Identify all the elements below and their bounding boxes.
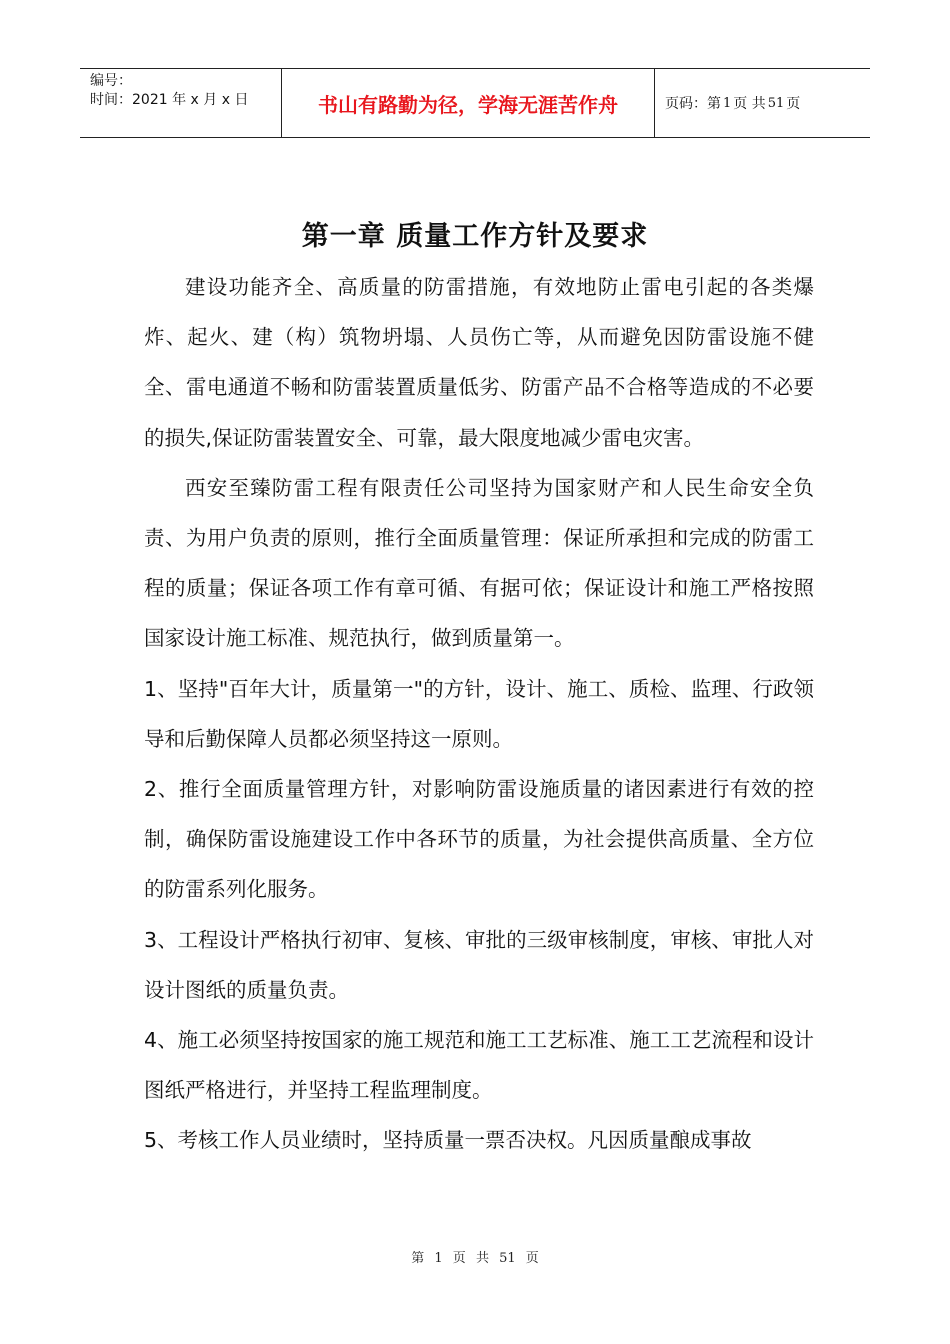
header-page-total: 51 bbox=[767, 95, 785, 111]
list-item-3: 3、工程设计严格执行初审、复核、审批的三级审核制度，审核、审批人对设计图纸的质量负责。 bbox=[144, 927, 814, 1002]
document-header bbox=[80, 68, 870, 138]
paragraph-intro: 建设功能齐全、高质量的防雷措施，有效地防止雷电引起的各类爆炸、起火、建（构）筑物坍塌、人员伤亡等，从而避免因防雷设施不健全、雷电通道不畅和防雷装置质量低劣、防雷产品不合格等造成的不必要的损失,保证防雷装置安全、可靠，最大限度地减少雷电灾害。 bbox=[144, 275, 814, 450]
header-meta bbox=[80, 69, 281, 137]
header-page-current: 1 bbox=[723, 95, 732, 111]
header-motto: 书山有路勤为径，学海无涯苦作舟 bbox=[281, 69, 655, 137]
paragraph-company: 西安至臻防雷工程有限责任公司坚持为国家财产和人民生命安全负责、为用户负责的原则，推行全面质量管理：保证所承担和完成的防雷工程的质量；保证各项工作有章可循、有据可依；保证设计和施工严格按照国家设计施工标准、规范执行，做到质量第一。 bbox=[144, 475, 814, 651]
header-page-info bbox=[655, 69, 870, 137]
document-body bbox=[144, 262, 814, 1166]
header-page-prefix: 页码：第 bbox=[665, 96, 721, 112]
time-label: 时间：2021 年 x 月 x 日 bbox=[90, 92, 249, 108]
footer-word-ye: 页 bbox=[452, 1251, 466, 1266]
footer-page-total: 51 bbox=[499, 1251, 516, 1266]
footer-word-di: 第 bbox=[411, 1251, 425, 1266]
header-page-mid: 页 共 bbox=[733, 96, 766, 112]
header-page-suffix: 页 bbox=[786, 96, 801, 112]
list-item-5: 5、考核工作人员业绩时，坚持质量一票否决权。凡因质量酿成事故 bbox=[144, 1128, 752, 1153]
footer-word-gong: 共 bbox=[475, 1251, 489, 1266]
list-item-4: 4、施工必须坚持按国家的施工规范和施工工艺标准、施工工艺流程和设计图纸严格进行，并坚持工程监理制度。 bbox=[144, 1028, 814, 1103]
footer-page-current: 1 bbox=[434, 1251, 443, 1266]
id-label: 编号： bbox=[90, 73, 132, 89]
list-item-1: 1、坚持"百年大计，质量第一"的方针，设计、施工、质检、监理、行政领导和后勤保障人员都必须坚持这一原则。 bbox=[144, 676, 814, 751]
page-footer bbox=[0, 1247, 950, 1266]
list-item-2: 2、推行全面质量管理方针，对影响防雷设施质量的诸因素进行有效的控制，确保防雷设施建设工作中各环节的质量，为社会提供高质量、全方位的防雷系列化服务。 bbox=[144, 777, 814, 902]
chapter-title: 第一章 质量工作方针及要求 bbox=[301, 221, 649, 252]
footer-word-ye-end: 页 bbox=[525, 1251, 539, 1266]
